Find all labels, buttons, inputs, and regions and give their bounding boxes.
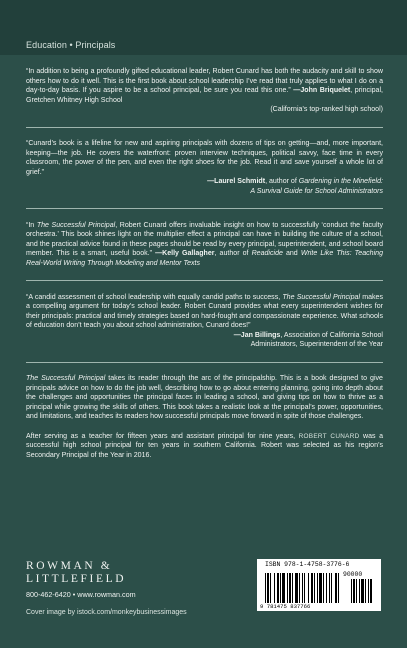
isbn-number: ISBN 978-1-4758-3776-6 — [265, 561, 350, 568]
publisher-logo-line1: ROWMAN & — [26, 560, 113, 572]
publisher-contact: 800-462-6420 • www.rowman.com — [26, 590, 136, 599]
endorser-name: —John Briquelet — [293, 87, 351, 94]
barcode-bar — [314, 573, 315, 603]
barcode-bar — [302, 573, 303, 603]
price-bar — [353, 579, 355, 603]
barcode-bar — [338, 573, 339, 603]
barcode-bar — [270, 573, 271, 603]
barcode-bar — [277, 573, 279, 603]
isbn-barcode — [257, 559, 381, 611]
price-bar — [370, 579, 372, 603]
endorsement-1 — [26, 67, 383, 115]
book-title: The Successful Principal — [26, 375, 106, 383]
barcode-bar — [319, 573, 322, 603]
barcode-bar — [265, 573, 266, 603]
book-description: The Successful Principal takes its reader through the arc of the principalship. This is a book designed to give principals advice on how to do the job well, describing how to go about entering planning, going into depth about the challenges and opportunities the principal faces in leading a school, and giving tips on how to thrive as a principal while growing the skills of others. This book takes a realistic look at the principal’s power, opportunities, and limitations, and teaches its readers how successful principals move forward in spite of those challenges. — [26, 375, 383, 421]
endorser-affiliation-line: (California’s top-ranked high school) — [270, 106, 383, 113]
barcode-bar — [287, 573, 288, 603]
endorser-book-title: Write Like This: Teaching Real-World Writing Through Modeling and Mentor Texts — [26, 250, 383, 267]
barcode-bar — [282, 573, 285, 603]
price-bar — [368, 579, 369, 603]
book-title: The Successful Principal — [282, 293, 361, 301]
endorser-name: —Kelly Gallagher — [155, 250, 215, 258]
barcode-bar — [335, 573, 337, 603]
barcode-bar — [331, 573, 332, 603]
barcode-bar — [326, 573, 327, 603]
cover-text — [26, 67, 383, 470]
endorsement-3: “In The Successful Principal, Robert Cunard offers invaluable insight on how to successfully ‘conduct the faculty orchestra.’ This book shines light on the multiplier effect a principal can have in building the culture of a school, and the practical advice found in these pages should be read by every principal, superintendent, and school board member. This is a smart, useful book.” —Kelly Gallagher, author of Readicide and Write Like This: Teaching Real-World Writing Through Modeling and Mentor Texts — [26, 221, 384, 267]
price-code: 90000 — [343, 571, 363, 578]
section-divider — [26, 362, 383, 363]
author-bio: After serving as a teacher for fifteen years and assistant principal for nine years, ROBERT CUNARD was a successful high school principal for ten years in southern California. Robert was selected as his region’s Secondary Principal of the Year in 2016. — [26, 432, 383, 459]
barcode-bar — [295, 573, 298, 603]
barcode-bar — [308, 573, 309, 603]
image-credit: Cover image by istock.com/monkeybusinessimages — [26, 609, 187, 616]
barcode-bar — [304, 573, 305, 603]
category-label: Education • Principals — [26, 40, 116, 50]
endorsement-2 — [26, 139, 383, 196]
barcode-digits: 9 781475 837766 — [260, 603, 311, 610]
section-divider — [26, 280, 383, 281]
endorser-book-title: Gardening in the Minefield: — [298, 178, 383, 186]
barcode-bar — [280, 573, 281, 603]
section-divider — [26, 127, 383, 128]
endorser-book-subtitle: A Survival Guide for School Administrators — [250, 187, 383, 195]
barcode-bars — [265, 569, 373, 603]
price-bar — [365, 579, 366, 603]
barcode-bar — [274, 573, 275, 603]
endorsement-4: “A candid assessment of school leadership with equally candid paths to success, The Successful Principal makes a compelling argument for today’s school leader. Robert Cunard provides what every superintendent wishes for their principals: practical and timely strategies based on hard-fought and compassionate experience. What schools of education don’t teach you about school administration, Cunard does!” —Jan Billings, Association of California School Administrators, Superintendent of the Year — [26, 293, 383, 349]
endorser-name: —Jan Billings — [233, 331, 281, 339]
barcode-bar — [267, 573, 269, 603]
price-bar — [351, 579, 352, 603]
endorser-affiliation-line: Administrators, Superintendent of the Year — [250, 341, 383, 349]
endorsement-text: “Cunard’s book is a lifeline for new and aspiring principals with dozens of tips on getting—and, more important, keeping—the job. He covers the waterfront: proven interview techniques, political savvy, face time in every classroom, the power of the pen, and even the right shoes for the job. Read it and save yourself a whole lot of grief.” — [26, 140, 383, 176]
endorser-name: —Laurel Schmidt — [207, 178, 266, 186]
category-bar — [0, 0, 407, 55]
section-divider — [26, 208, 383, 209]
endorser-role: , author of — [265, 178, 299, 186]
endorsement-text: “In addition to being a profoundly gifted educational leader, Robert Cunard has both the audacity and skill to show others how to do it well. This is the first book about school leadership I’ve read that truly applies to what I do on a day-to-day basis. If you aspire to be a school principal, be sure you read this one.” — [26, 68, 383, 94]
barcode-bar — [311, 573, 313, 603]
price-bar — [356, 579, 357, 603]
publisher-block — [26, 560, 136, 599]
endorser-attribution: —Jan Billings, Association of California School — [233, 331, 383, 339]
barcode-bar — [329, 573, 330, 603]
publisher-logo-line2: LITTLEFIELD — [26, 572, 127, 585]
endorser-affiliation: , principal, Gretchen Whitney High School — [26, 87, 383, 104]
price-bar — [361, 579, 364, 603]
barcode-bar — [317, 573, 318, 603]
price-bar — [359, 579, 360, 603]
endorser-attribution — [26, 177, 383, 187]
barcode-bar — [289, 573, 291, 603]
barcode-bar — [292, 573, 293, 603]
book-title: The Successful Principal — [36, 221, 116, 229]
barcode-bar — [323, 573, 324, 603]
barcode-bar — [299, 573, 300, 603]
endorser-book-title: Readicide — [251, 250, 283, 258]
author-name: ROBERT CUNARD — [298, 432, 360, 440]
